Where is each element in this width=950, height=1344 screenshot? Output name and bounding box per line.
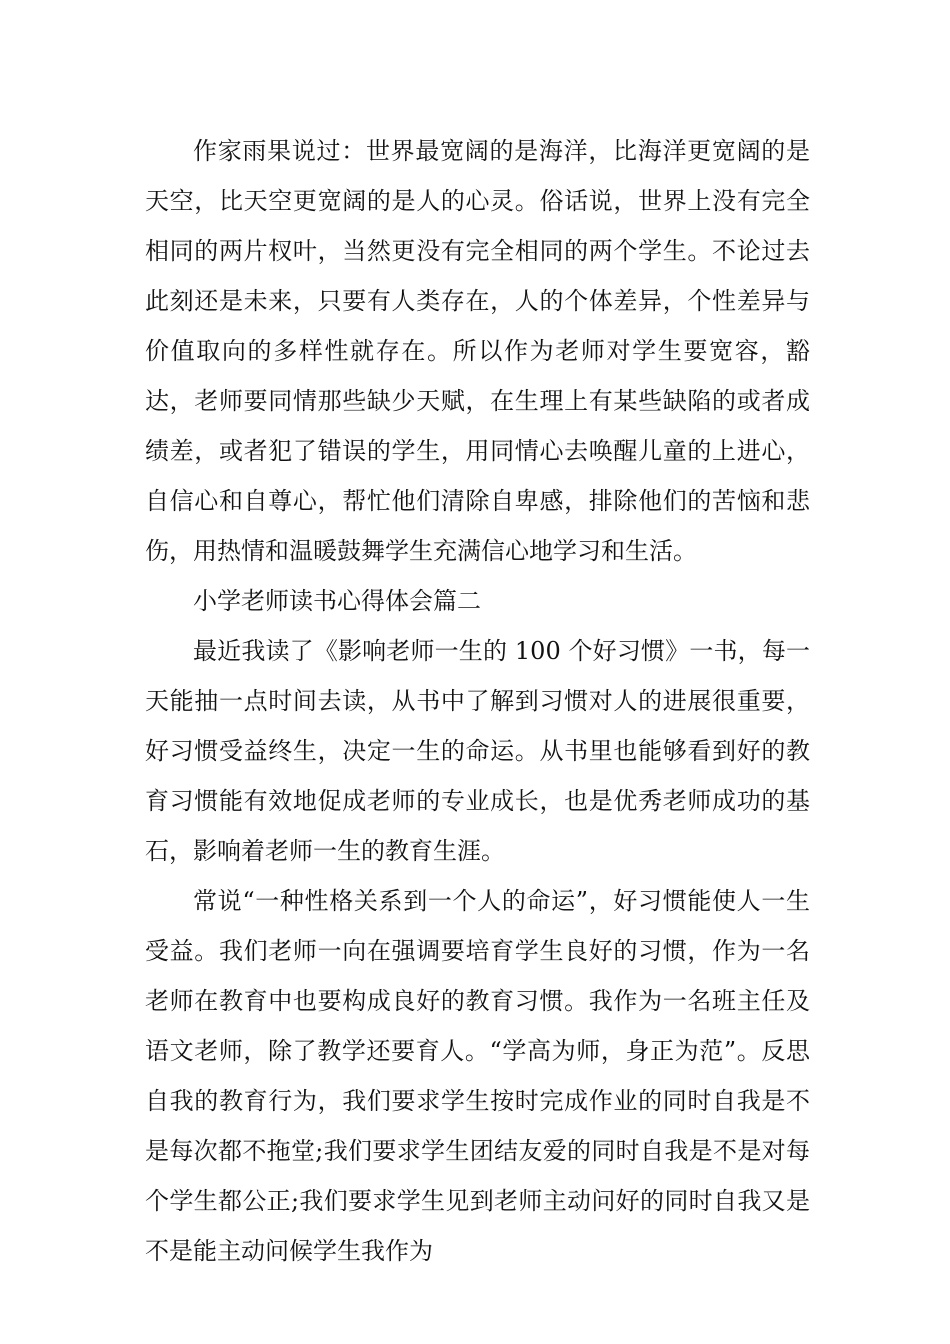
paragraph-teacher-habits: 常说“一种性格关系到一个人的命运”，好习惯能使人一生受益。我们老师一向在强调要培育学生良好的习惯，作为一名老师在教育中也要构成良好的教育习惯。我作为一名班主任及语文老师，除了教学还要育人。“学高为师，身正为范”。反思自我的教育行为，我们要求学生按时完成作业的同时自我是不是每次都不拖堂;我们要求学生团结友爱的同时自我是不是对每个学生都公正;我们要求学生见到老师主动问好的同时自我又是不是能主动问候学生我作为: [145, 887, 810, 1265]
paragraph-tolerance: 作家雨果说过：世界最宽阔的是海洋，比海洋更宽阔的是天空，比天空更宽阔的是人的心灵。俗话说，世界上没有完全相同的两片杈叶，当然更没有完全相同的两个学生。不论过去此刻还是未来，只要有人类存在，人的个体差异，个性差异与价值取向的多样性就存在。所以作为老师对学生要宽容，豁达，老师要同情那些缺少天赋，在生理上有某些缺陷的或者成绩差，或者犯了错误的学生，用同情心去唤醒儿童的上进心，自信心和自尊心，帮忙他们清除自卑感，排除他们的苦恼和悲伤，用热情和温暖鼓舞学生充满信心地学习和生活。: [145, 137, 810, 565]
paragraph-habits-book: 最近我读了《影响老师一生的 100 个好习惯》一书，每一天能抽一点时间去读，从书中了解到习惯对人的进展很重要，好习惯受益终生，决定一生的命运。从书里也能够看到好的教育习惯能有效地促成老师的专业成长，也是优秀老师成功的基石，影响着老师一生的教育生涯。: [145, 637, 810, 865]
document-body: [145, 126, 810, 1276]
section-heading: 小学老师读书心得体会篇二: [193, 587, 481, 615]
